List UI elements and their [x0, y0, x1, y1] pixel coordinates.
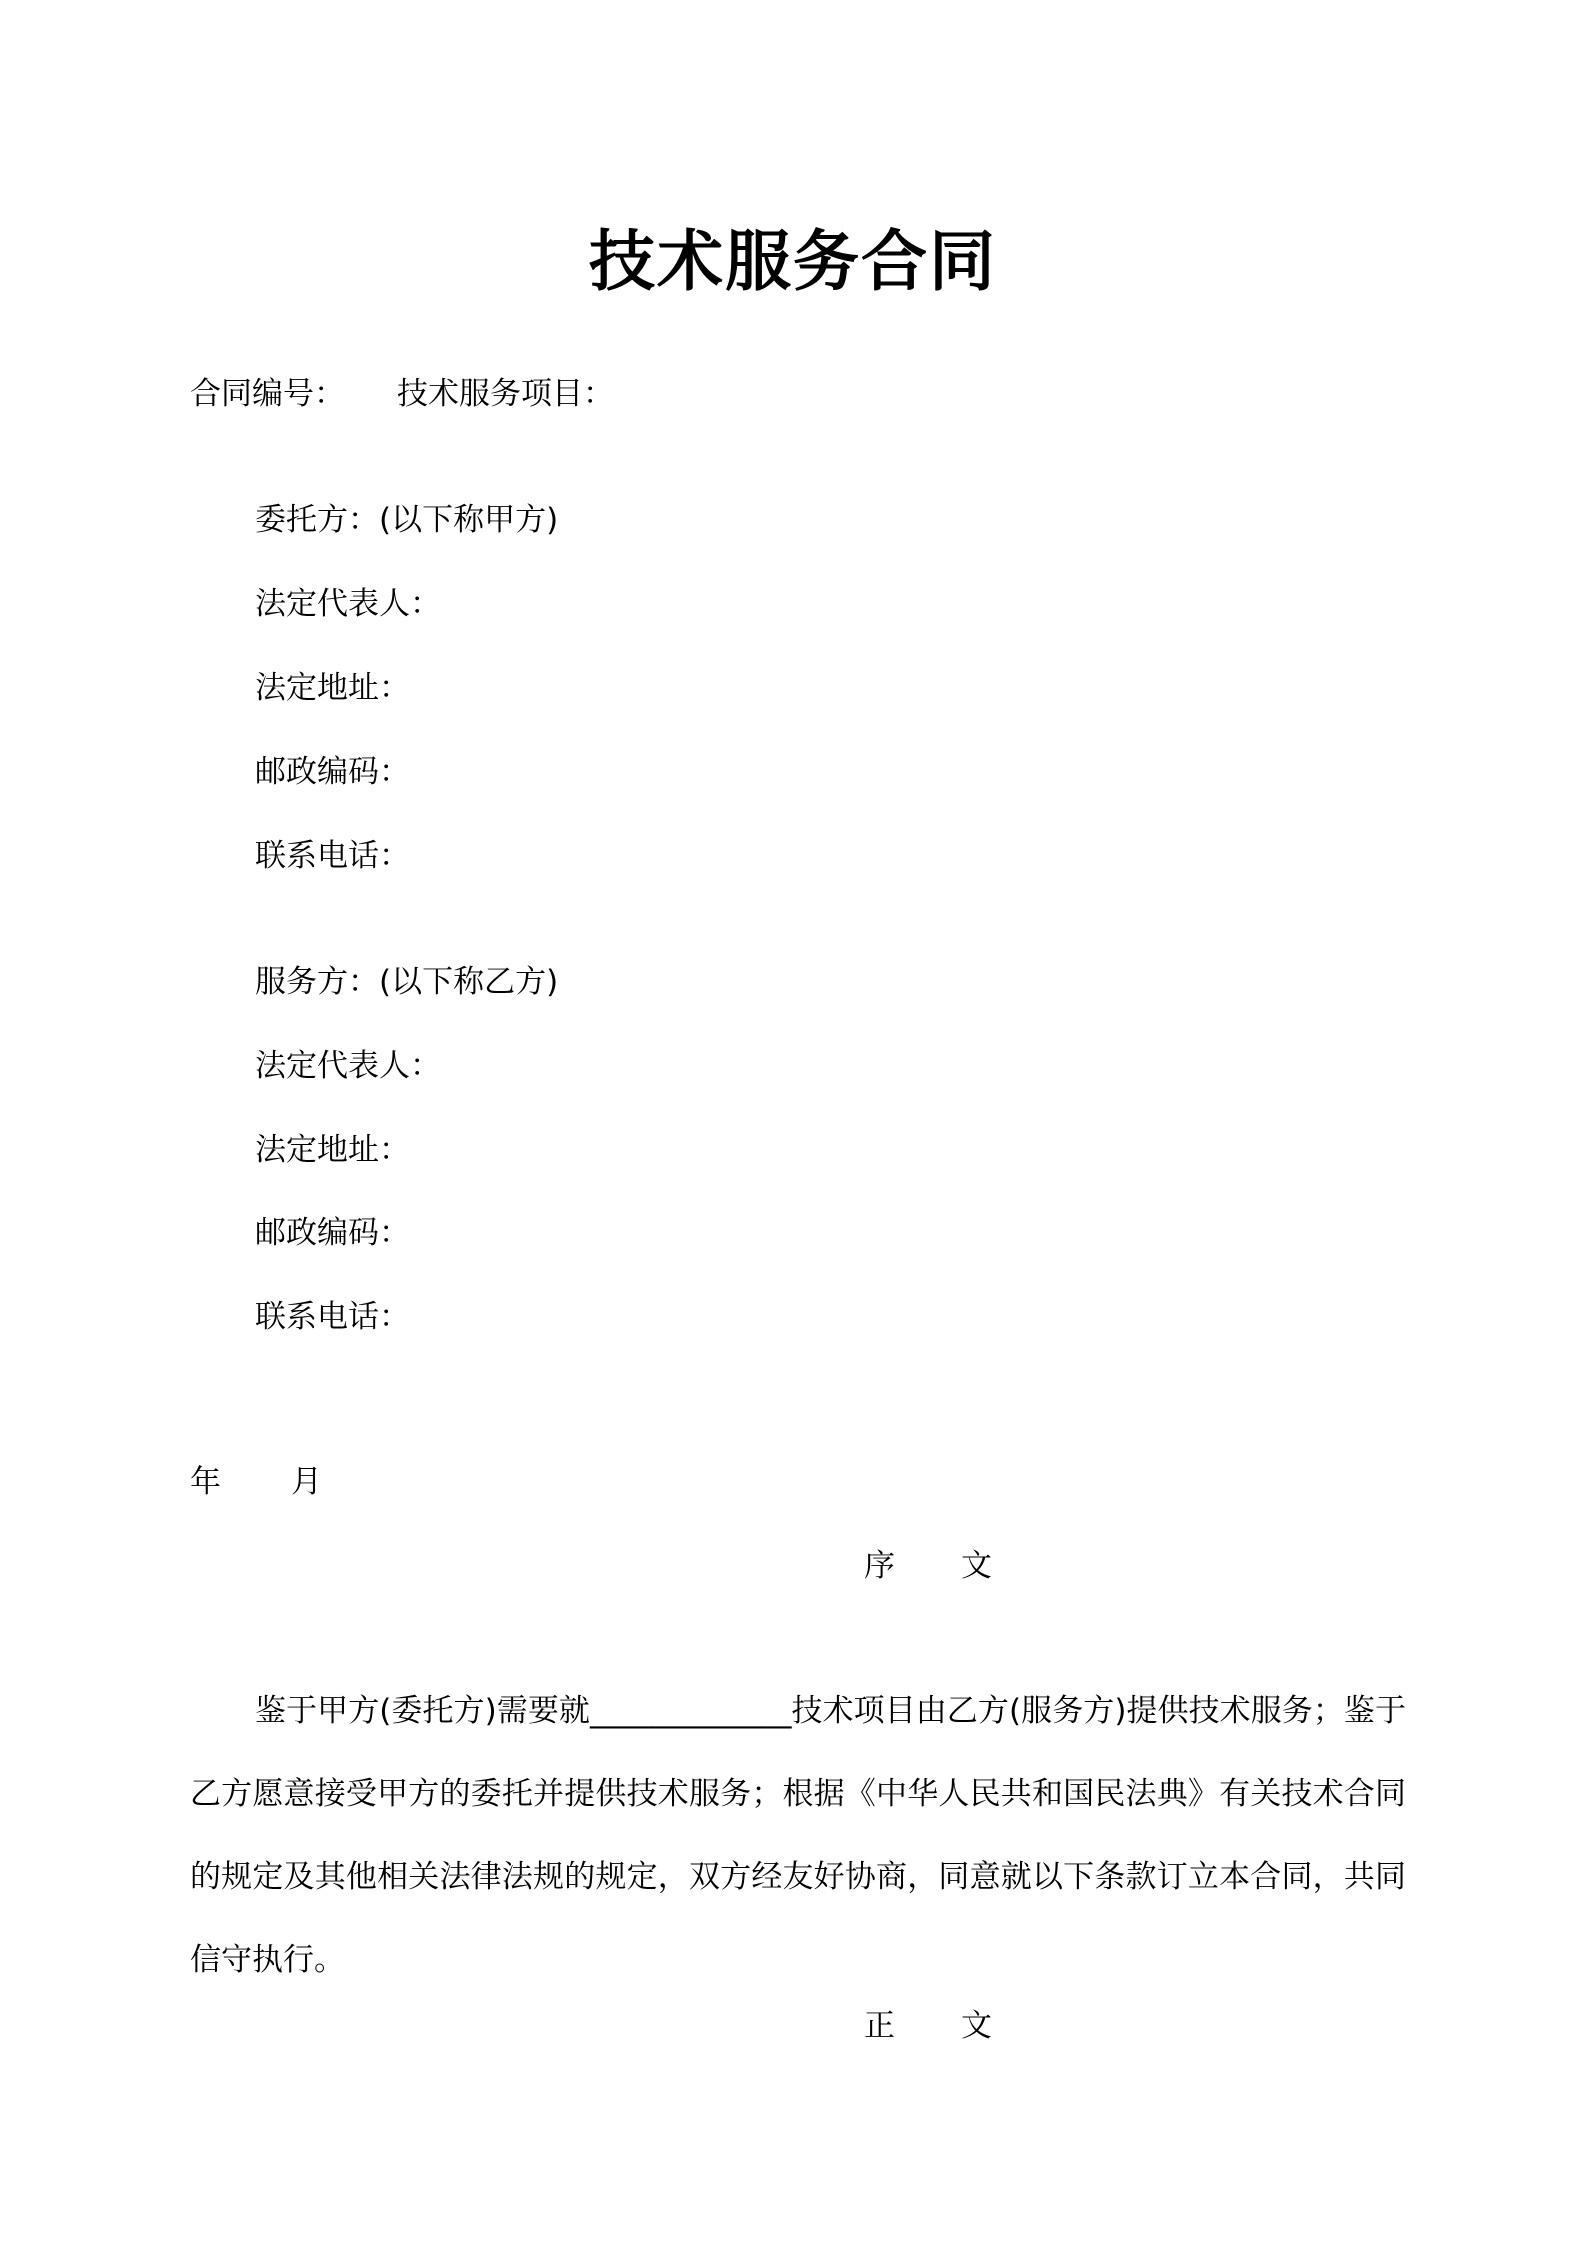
provider-party-label: 服务方：(以下称乙方) — [255, 964, 559, 1000]
client-party-label: 委托方：(以下称甲方) — [255, 502, 559, 538]
preface-paragraph: 鉴于甲方(委托方)需要就_____________技术项目由乙方(服务方)提供技术服务；鉴于乙方愿意接受甲方的委托并提供技术服务；根据《中华人民共和国民法典》有关技术合同的规定及其他相关法律法规的规定，双方经友好协商，同意就以下条款订立本合同，共同信守执行。 — [190, 1693, 1406, 1978]
provider-representative-label: 法定代表人： — [255, 1048, 441, 1084]
client-address-label: 法定地址： — [255, 670, 410, 706]
contract-number-label: 合同编号： — [190, 376, 345, 412]
contract-meta-line — [190, 374, 614, 414]
preface-heading — [864, 1546, 992, 1586]
provider-postcode-label: 邮政编码： — [255, 1215, 410, 1251]
date-line — [190, 1462, 322, 1502]
provider-phone-label: 联系电话： — [255, 1299, 410, 1335]
provider-address-label: 法定地址： — [255, 1132, 410, 1168]
main-text-heading — [864, 2006, 992, 2046]
service-project-label: 技术服务项目： — [397, 376, 614, 412]
document-title: 技术服务合同 — [589, 223, 997, 300]
main-text-heading-right: 文 — [961, 2008, 992, 2044]
client-representative-label: 法定代表人： — [255, 586, 441, 622]
client-postcode-label: 邮政编码： — [255, 754, 410, 790]
month-label: 月 — [291, 1464, 322, 1500]
client-phone-label: 联系电话： — [255, 838, 410, 874]
main-text-heading-left: 正 — [864, 2008, 895, 2044]
preface-heading-left: 序 — [864, 1548, 895, 1584]
preface-heading-right: 文 — [961, 1548, 992, 1584]
year-label: 年 — [190, 1464, 221, 1500]
